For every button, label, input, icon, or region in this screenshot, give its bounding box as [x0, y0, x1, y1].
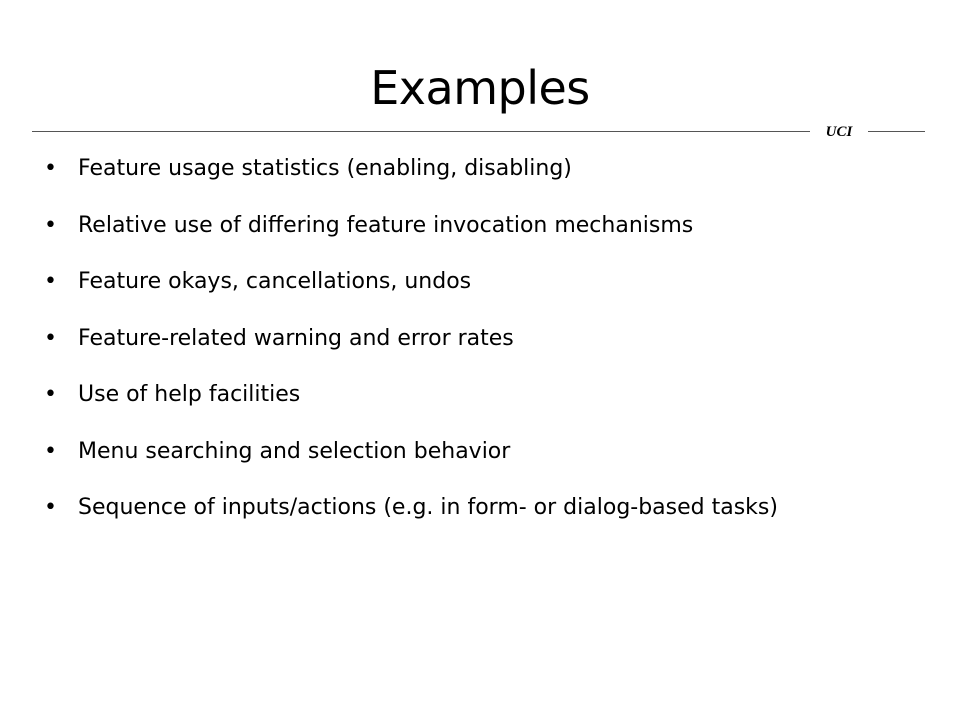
bullet-list [0, 148, 960, 544]
bullet-text: Relative use of differing feature invocation mechanisms [78, 212, 694, 238]
list-item [0, 148, 960, 205]
bullet-text: Use of help facilities [78, 382, 301, 407]
header-divider-left [32, 131, 810, 132]
bullet-icon: • [44, 495, 57, 520]
bullet-icon: • [44, 212, 57, 238]
org-label: UCI [825, 124, 853, 140]
bullet-text: Feature usage statistics (enabling, disabling) [78, 156, 572, 181]
list-item [0, 318, 960, 375]
bullet-text: Feature okays, cancellations, undos [78, 269, 472, 294]
slide-title: Examples [370, 61, 590, 115]
bullet-icon: • [44, 325, 57, 351]
list-item [0, 374, 960, 431]
list-item [0, 487, 960, 544]
list-item [0, 205, 960, 262]
header-divider-right [868, 131, 925, 132]
list-item [0, 261, 960, 318]
bullet-text: Menu searching and selection behavior [78, 438, 511, 464]
bullet-text: Sequence of inputs/actions (e.g. in form- or dialog-based tasks) [78, 495, 778, 520]
bullet-icon: • [44, 156, 57, 181]
bullet-icon: • [44, 269, 57, 294]
bullet-icon: • [44, 438, 57, 464]
bullet-text: Feature-related warning and error rates [78, 325, 514, 351]
bullet-icon: • [44, 382, 57, 407]
list-item [0, 431, 960, 488]
